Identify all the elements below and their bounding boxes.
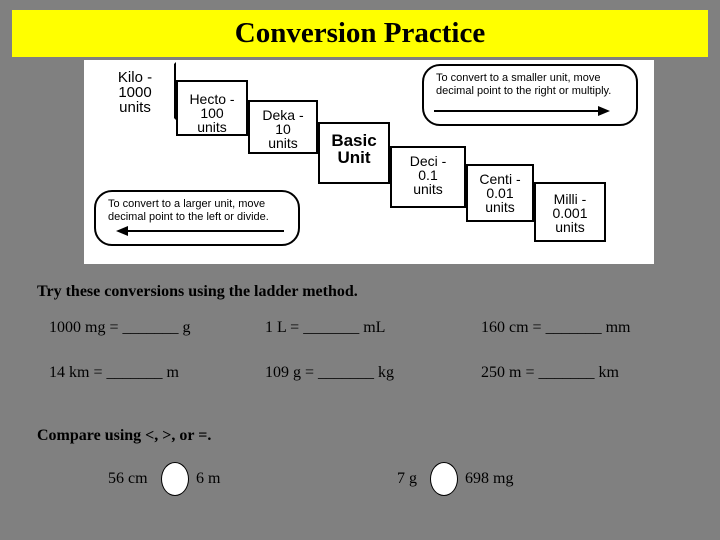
metric-ladder-diagram — [84, 60, 654, 264]
step-unit: units — [268, 135, 298, 151]
step-value: 0.001 — [552, 205, 588, 221]
compare-1-right: 6 m — [196, 470, 221, 487]
compare-2-right: 698 mg — [465, 470, 514, 487]
page-title: Conversion Practice — [234, 17, 486, 49]
step-label: Deci - — [409, 153, 447, 169]
step-value: Unit — [337, 148, 371, 167]
step-unit: units — [413, 181, 443, 197]
step-label: Kilo - — [117, 69, 153, 86]
step-value: 1000 — [118, 84, 152, 101]
compare-heading: Compare using <, >, or =. — [37, 427, 212, 444]
step-unit: units — [119, 99, 151, 116]
problem-3: 160 cm = _______ mm — [481, 319, 631, 336]
problem-2: 1 L = _______ mL — [265, 319, 386, 336]
step-value: 10 — [275, 121, 291, 137]
arrowhead-right-icon — [598, 106, 610, 116]
note-text: decimal point to the right or multiply. — [436, 85, 612, 98]
arrowhead-left-icon — [116, 226, 128, 236]
note-text: To convert to a larger unit, move — [108, 198, 266, 210]
step-label: Basic — [331, 131, 377, 150]
step-unit: units — [485, 199, 515, 215]
problem-6: 250 m = _______ km — [481, 364, 619, 381]
arrow-left — [128, 230, 284, 232]
title-bar — [12, 10, 708, 57]
ladder-step-kilo — [94, 62, 176, 120]
ladder-step-basic-unit — [318, 122, 390, 184]
problem-4: 14 km = _______ m — [49, 364, 179, 381]
step-value: 100 — [200, 105, 224, 121]
step-unit: units — [197, 119, 227, 135]
compare-2-answer-circle[interactable] — [430, 462, 458, 496]
note-convert-larger — [94, 190, 300, 246]
compare-1-left: 56 cm — [108, 470, 148, 487]
compare-2-left: 7 g — [397, 470, 417, 487]
problem-1: 1000 mg = _______ g — [49, 319, 191, 336]
note-convert-smaller — [422, 64, 638, 126]
step-label: Milli - — [553, 191, 587, 207]
problem-5: 109 g = _______ kg — [265, 364, 395, 381]
note-text: decimal point to the left or divide. — [108, 211, 269, 224]
step-value: 0.01 — [486, 185, 514, 201]
step-unit: units — [555, 219, 585, 235]
arrow-right — [434, 110, 600, 112]
step-label: Hecto - — [189, 91, 235, 107]
ladder-step-centi — [466, 164, 534, 222]
step-label: Centi - — [479, 171, 521, 187]
instructions-heading: Try these conversions using the ladder method. — [37, 283, 358, 300]
compare-1-answer-circle[interactable] — [161, 462, 189, 496]
ladder-step-deci — [390, 146, 466, 208]
ladder-step-deka — [248, 100, 318, 154]
ladder-step-milli — [534, 182, 606, 242]
step-value: 0.1 — [418, 167, 438, 183]
note-text: To convert to a smaller unit, move — [436, 72, 601, 84]
step-label: Deka - — [262, 107, 304, 123]
ladder-step-hecto — [176, 80, 248, 136]
